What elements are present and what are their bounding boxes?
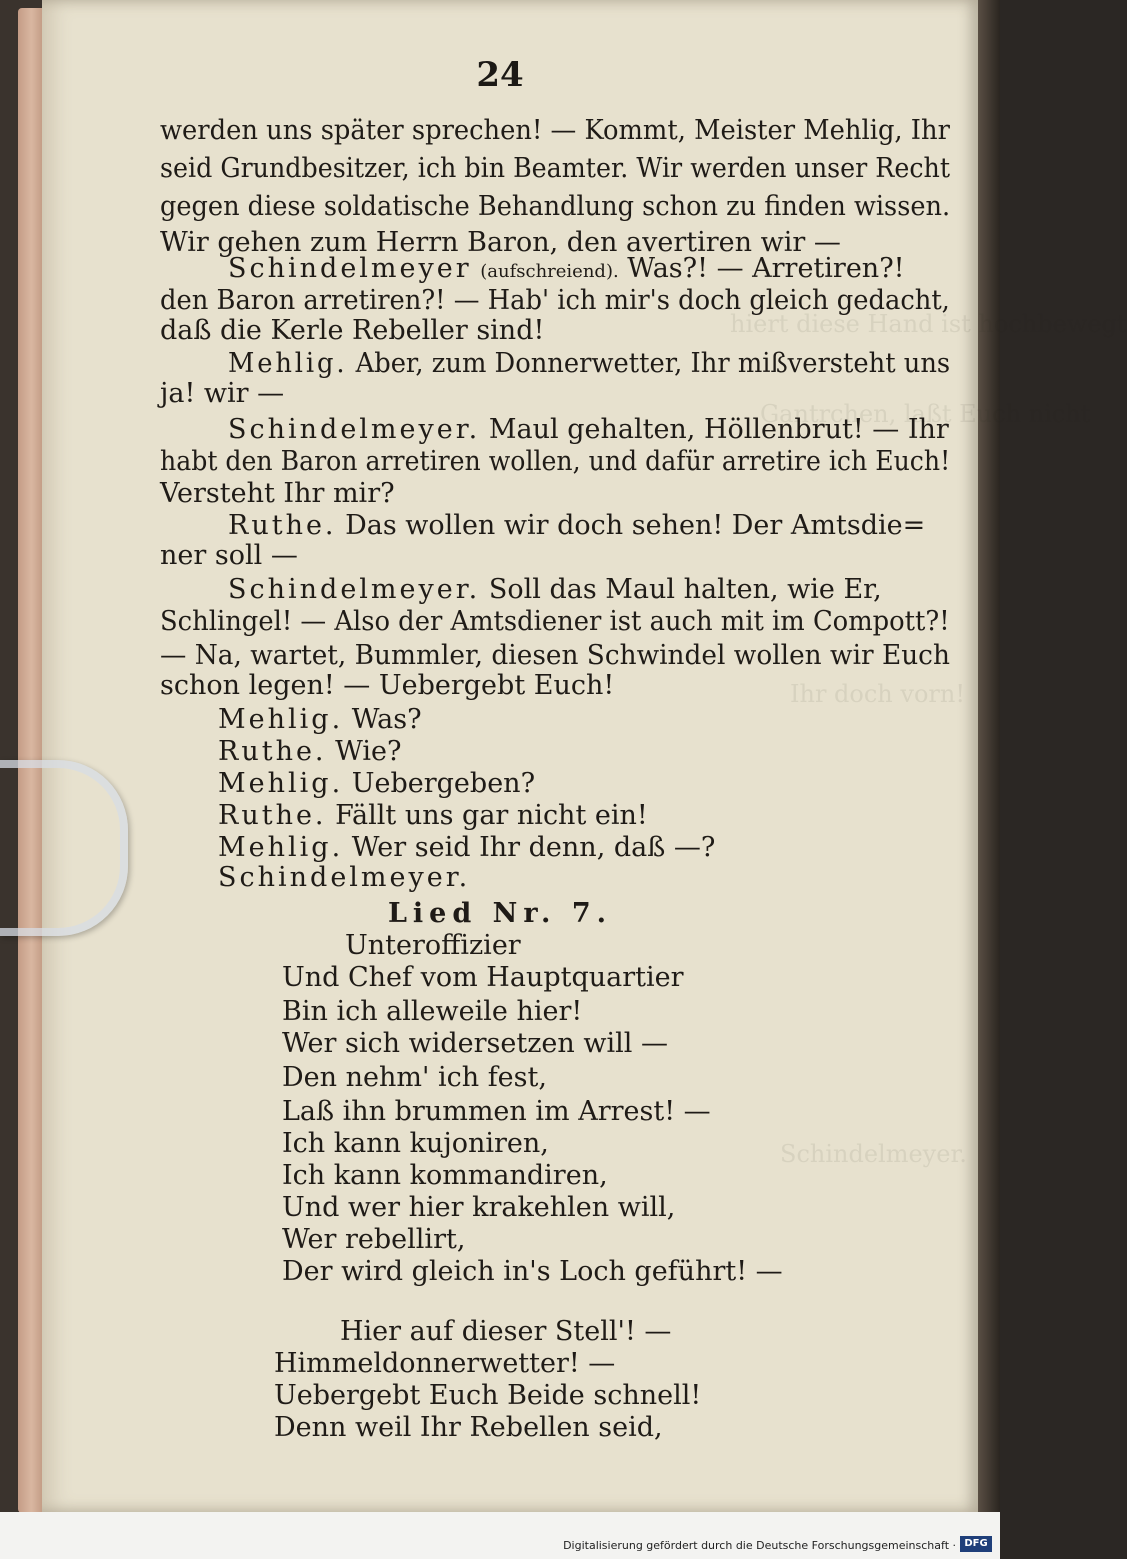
dialogue-line — [218, 768, 535, 800]
text-line: — Na, wartet, Bummler, diesen Schwindel wollen wir Euch — [160, 640, 950, 671]
speaker-name: Schindelmeyer — [228, 253, 472, 284]
dialogue-line — [218, 736, 402, 768]
speaker-name: Ruthe. — [218, 736, 327, 767]
text-line: den Baron arretiren?! — Hab' ich mir's doch gleich gedacht, — [160, 285, 950, 316]
speaker-name: Schindelmeyer. — [218, 862, 471, 893]
dialogue-text: Uebergeben? — [351, 768, 536, 799]
bleed-through-text: hiert diese Hand ist hochbewegt — [730, 310, 1127, 338]
song-line: Wer rebellirt, — [282, 1224, 466, 1255]
text-line: gegen diese soldatische Behandlung schon zu finden wissen. — [160, 191, 951, 222]
dialogue-text: Was? — [351, 704, 422, 735]
speaker-name: Ruthe. — [218, 800, 327, 831]
song-line: Wer sich widersetzen will — — [282, 1028, 668, 1059]
song-line: Hier auf dieser Stell'! — — [340, 1316, 672, 1347]
dialogue-line — [218, 832, 715, 864]
song-line: Ich kann kujoniren, — [282, 1128, 549, 1159]
speaker-name: Schindelmeyer. — [228, 574, 481, 605]
song-heading: Lied Nr. 7. — [387, 898, 613, 929]
song-line: Ich kann kommandiren, — [282, 1160, 608, 1191]
speaker-name: Ruthe. — [228, 510, 337, 541]
footer-credit: Digitalisierung gefördert durch die Deutsche Forschungsgemeinschaft · — [563, 1539, 956, 1552]
speaker-name: Mehlig. — [228, 348, 348, 379]
dialogue-text: Soll das Maul halten, wie Er, — [488, 574, 882, 605]
song-line: Und Chef vom Hauptquartier — [282, 962, 684, 993]
text-line: Versteht Ihr mir? — [160, 478, 395, 509]
text-line: werden uns später sprechen! — Kommt, Meister Mehlig, Ihr — [160, 115, 950, 146]
dfg-logo: DFG — [960, 1536, 992, 1552]
song-line: Denn weil Ihr Rebellen seid, — [274, 1412, 663, 1443]
dialogue-text: Was?! — Arretiren?! — [627, 253, 905, 284]
song-line: Der wird gleich in's Loch geführt! — — [282, 1256, 783, 1287]
dialogue-line — [228, 414, 949, 446]
dialogue-line — [228, 348, 950, 380]
dialogue-text: Aber, zum Donnerwetter, Ihr mißversteht uns — [355, 348, 951, 379]
song-line: Himmeldonnerwetter! — — [274, 1348, 616, 1379]
dialogue-line — [218, 800, 648, 832]
dialogue-text: Maul gehalten, Höllenbrut! — Ihr — [488, 414, 949, 445]
dialogue-line — [218, 862, 470, 894]
dialogue-text: Das wollen wir doch sehen! Der Amtsdie= — [345, 510, 926, 541]
page-number: 24 — [476, 55, 524, 95]
song-line: Unteroffizier — [345, 930, 521, 961]
dialogue-text: Wer seid Ihr denn, daß —? — [351, 832, 716, 863]
speaker-name: Schindelmeyer. — [228, 414, 481, 445]
speaker-name: Mehlig. — [218, 768, 344, 799]
text-line: Wir gehen zum Herrn Baron, den avertiren wir — — [160, 227, 841, 258]
song-line: Bin ich alleweile hier! — [282, 996, 583, 1027]
bleed-through-text: Gantrchen, laßt Euch nicht — [760, 400, 1091, 428]
text-line: ner soll — — [160, 540, 298, 571]
dialogue-line — [228, 253, 905, 288]
speaker-name: Mehlig. — [218, 832, 344, 863]
dialogue-line — [228, 510, 925, 542]
text-line: ja! wir — — [160, 378, 285, 409]
dialogue-line — [218, 704, 422, 736]
text-line: schon legen! — Uebergebt Euch! — [160, 670, 615, 701]
bleed-through-text: Ihr doch vorn! — [790, 680, 965, 708]
song-line: Laß ihn brummen im Arrest! — — [282, 1096, 711, 1127]
song-line: Und wer hier krakehlen will, — [282, 1192, 676, 1223]
song-line: Uebergebt Euch Beide schnell! — [274, 1380, 702, 1411]
song-line: Den nehm' ich fest, — [282, 1062, 547, 1093]
text-line: daß die Kerle Rebeller sind! — [160, 315, 545, 346]
paper-clip — [0, 760, 128, 936]
text-line: habt den Baron arretiren wollen, und dafür arretire ich Euch! — [160, 446, 951, 477]
text-line: seid Grundbesitzer, ich bin Beamter. Wir werden unser Recht — [160, 153, 951, 184]
stage-direction: (aufschreiend). — [480, 261, 619, 282]
speaker-name: Mehlig. — [218, 704, 344, 735]
dialogue-text: Fällt uns gar nicht ein! — [335, 800, 648, 831]
dialogue-line — [228, 574, 882, 606]
text-line: Schlingel! — Also der Amtsdiener ist auch mit im Compott?! — [160, 606, 950, 637]
bleed-through-text: Schindelmeyer. — [780, 1140, 967, 1168]
book-gutter-shadow — [978, 0, 1000, 1512]
dialogue-text: Wie? — [335, 736, 402, 767]
